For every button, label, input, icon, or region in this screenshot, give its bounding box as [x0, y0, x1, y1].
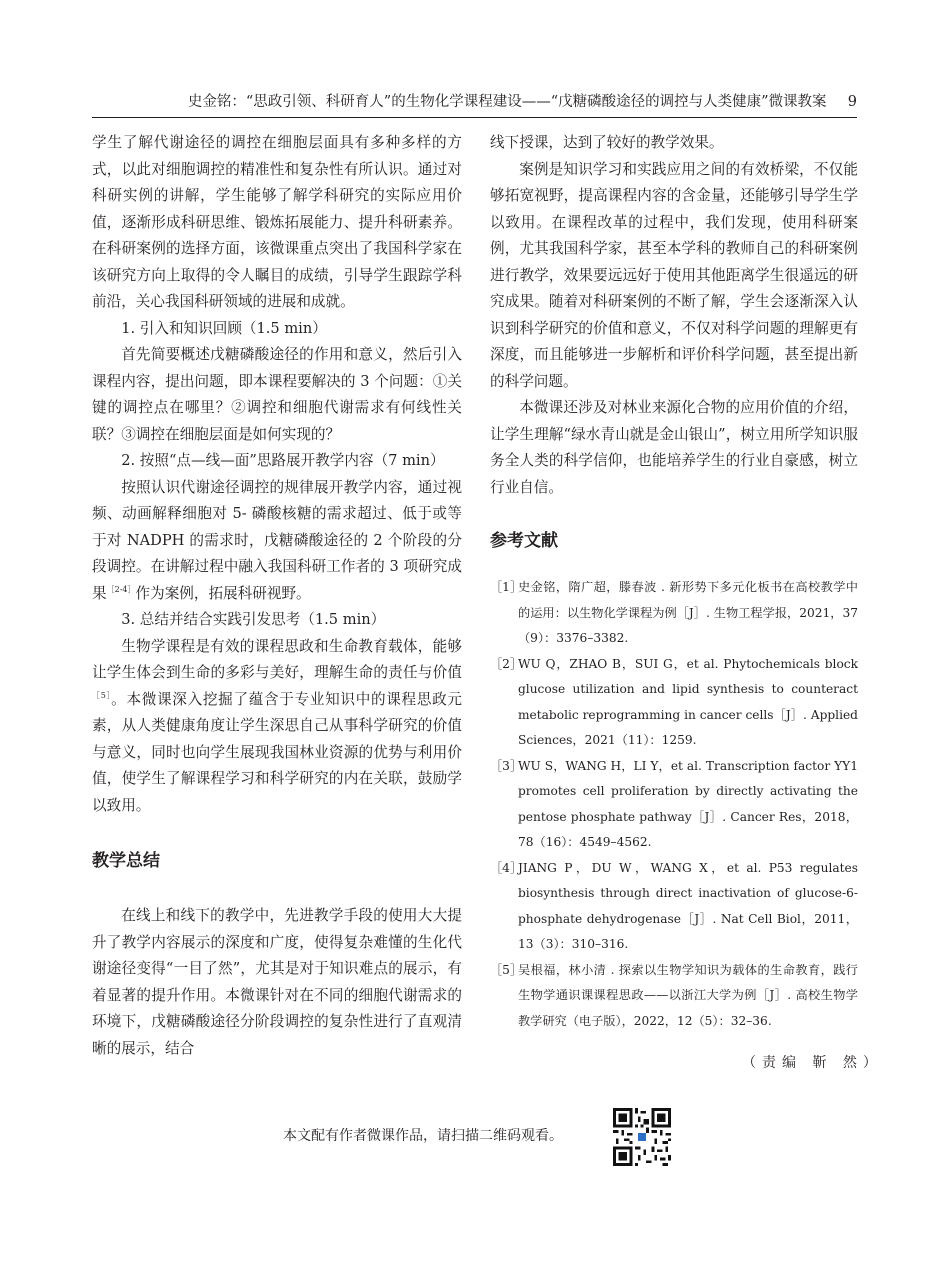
editor-note: （责编 靳 然） — [742, 1055, 883, 1071]
paragraph: 线下授课，达到了较好的教学效果。 — [490, 134, 724, 151]
paragraph: 首先简要概述戊糖磷酸途径的作用和意义，然后引入课程内容，提出问题，即本课程要解决的 3 个问题：①关键的调控点在哪里？②调控和细胞代谢需求有何线性关联？③调控在细胞层面是如何实现的？ — [92, 346, 462, 443]
citation: ［2-4］ — [106, 584, 136, 594]
running-header — [92, 90, 857, 118]
paragraph: 学生了解代谢途径的调控在细胞层面具有多种多样的方式，以此对细胞调控的精准性和复杂性有所认识。通过对科研实例的讲解，学生能够了解学科研究的实际应用价值，逐渐形成科研思维、锻炼拓展能力、提升科研素养。在科研案例的选择方面，该微课重点突出了我国科学家在该研究方向上取得的令人瞩目的成绩，引导学生跟踪学科前沿，关心我国科研领域的进展和成就。 — [92, 134, 462, 310]
reference-item: ［3］ WU S，WANG H，LI Y，et al. Transcription factor YY1 promotes cell proliferation by directly activating the pentose phosphate pathway［J］. Cancer Res，2018，78（16）：4549–4562. — [490, 758, 858, 849]
section-title: 教学总结 — [92, 851, 160, 871]
reference-list — [490, 575, 858, 1034]
paragraph: 生物学课程是有效的课程思政和生命教育载体，能够让学生体会到生命的多彩与美好，理解生命的责任与价值$^{[5]}$。本微课深入挖掘了蕴含于专业知识中的课程思政元素，从人类健康角度让学生深思自己从事科学研究的价值与意义，同时也向学生展现我国林业资源的优势与利用价值，使学生了解课程学习和科学研究的内在关联，鼓励学以致用。 — [92, 637, 462, 814]
paragraph: 在线上和线下的教学中，先进教学手段的使用大大提升了教学内容展示的深度和广度，使得复杂难懂的生化代谢途径变得“一目了然”，尤其是对于知识难点的展示，有着显著的提升作用。本微课针对在不同的细胞代谢需求的环境下，戊糖磷酸途径分阶段调控的复杂性进行了直观清晰的展示，结合 — [92, 907, 462, 1057]
left-column — [92, 130, 462, 1062]
subsection-title: 2. 按照“点—线—面”思路展开教学内容（7 min） — [121, 452, 445, 469]
references-title: 参考文献 — [490, 531, 558, 551]
reference-item: ［1］ 史金铭，隋广超，滕春波 . 新形势下多元化板书在高校教学中的运用：以生物化学课程为例［J］. 生物工程学报，2021，37（9）：3376–3382. — [490, 580, 858, 645]
reference-item: ［2］ WU Q，ZHAO B，SUI G，et al. Phytochemicals block glucose utilization and lipid synthesis to counteract metabolic reprogramming in cancer cells［J］. Applied Sciences，2021（11）：1259. — [490, 656, 858, 747]
paragraph: 按照认识代谢途径调控的规律展开教学内容，通过视频、动画解释细胞对 5- 磷酸核糖的需求超过、低于或等于对 NADPH 的需求时，戊糖磷酸途径的 2 个阶段的分段调控。在讲解过程中融入我国科研工作者的 3 项研究成果$^{[2-4]}$作为案例，拓展科研视野。 — [92, 478, 462, 602]
reference-item: ［4］ JIANG P，DU W，WANG X，et al. P53 regulates biosynthesis through direct inactivation of glucose-6-phosphate dehydrogenase［J］. Nat Cell Biol，2011，13（3）：310–316. — [490, 860, 858, 951]
citation: ［5］ — [92, 690, 112, 700]
qr-caption: 本文配有作者微课作品，请扫描二维码观看。 — [283, 1128, 563, 1144]
paragraph: 案例是知识学习和实践应用之间的有效桥梁，不仅能够拓宽视野，提高课程内容的含金量，还能够引导学生学以致用。在课程改革的过程中，我们发现，使用科研案例，尤其我国科学家，甚至本学科的教师自己的科研案例进行教学，效果要远远好于使用其他距离学生很遥远的研究成果。随着对科研案例的不断了解，学生会逐渐深入认识到科学研究的价值和意义，不仅对科学问题的理解更有深度，而且能够进一步解析和评价科学问题，甚至提出新的科学问题。 — [490, 160, 858, 390]
reference-item: ［5］ 吴根福，林小清 . 探索以生物学知识为载体的生命教育，践行生物学通识课课程思政——以浙江大学为例［J］. 高校生物学教学研究（电子版），2022，12（5）：32–36. — [490, 962, 858, 1028]
right-column — [490, 130, 858, 1034]
running-title: 史金铭：“思政引领、科研育人”的生物化学课程建设——“戊糖磷酸途径的调控与人类健康”微课教案 — [187, 94, 827, 110]
paragraph: 本微课还涉及对林业来源化合物的应用价值的介绍，让学生理解“绿水青山就是金山银山”，树立用所学知识服务全人类的科学信仰，也能培养学生的行业自豪感，树立行业自信。 — [490, 399, 858, 496]
qr-code-icon[interactable] — [613, 1108, 671, 1166]
subsection-title: 3. 总结并结合实践引发思考（1.5 min） — [121, 611, 386, 628]
header-rule — [92, 117, 857, 118]
page-number: 9 — [847, 94, 857, 110]
subsection-title: 1. 引入和知识回顾（1.5 min） — [121, 319, 327, 337]
